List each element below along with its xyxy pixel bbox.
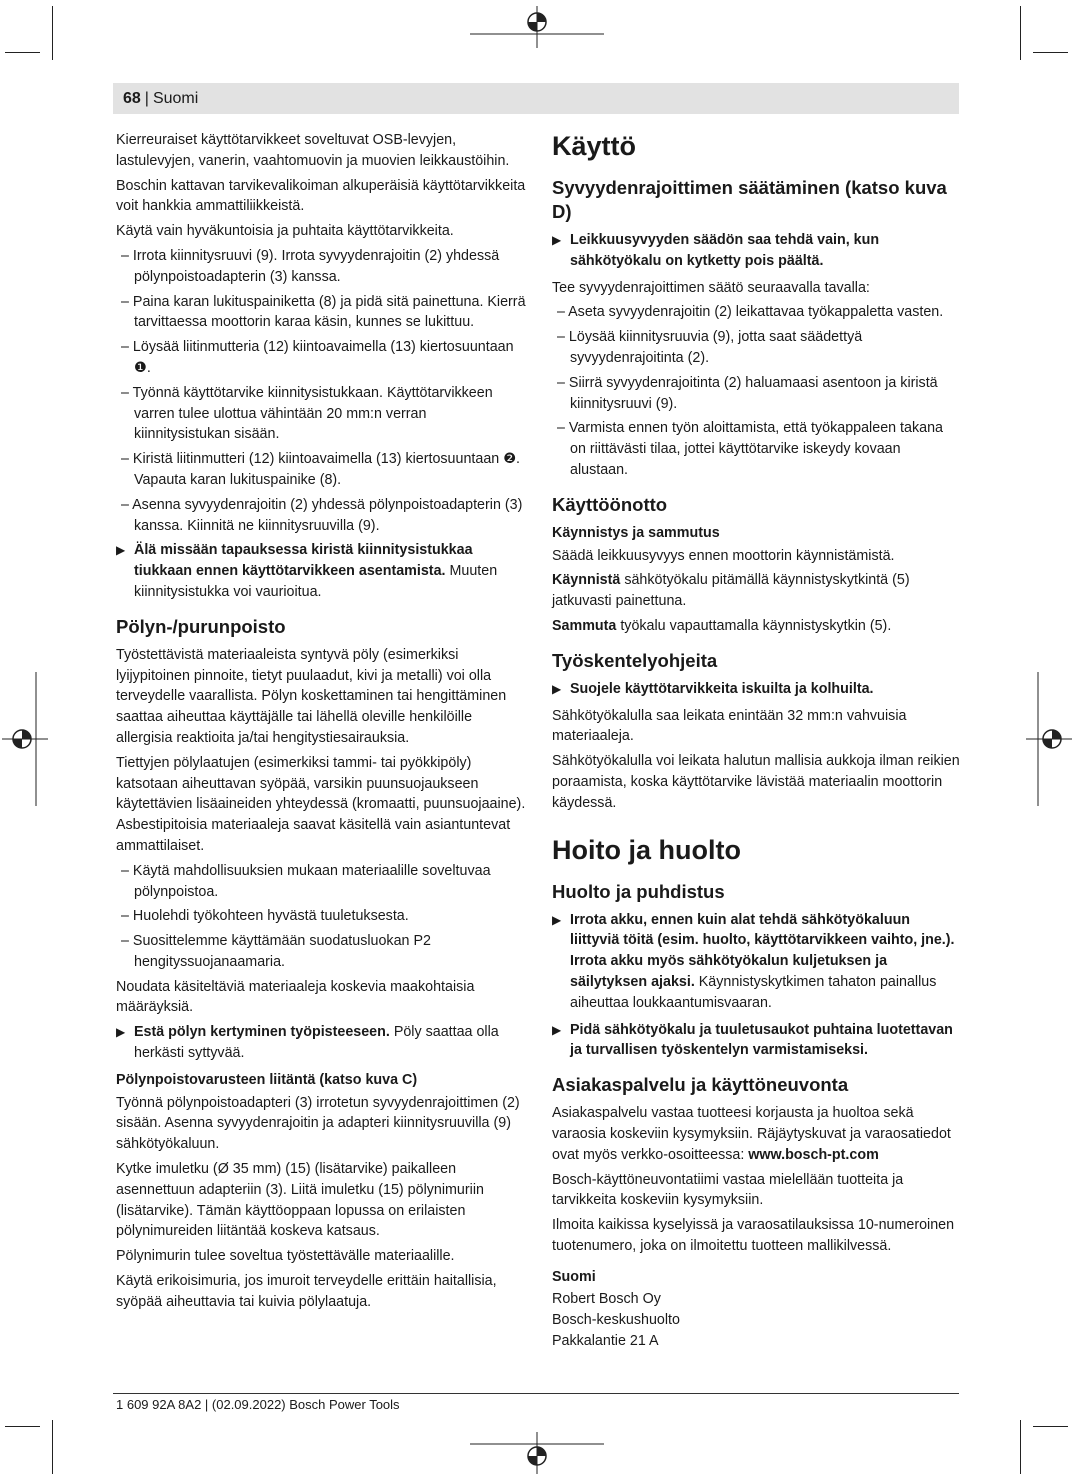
- list-item: – Asenna syvyydenrajoitin (2) yhdessä pölynpoistoadapterin (3) kanssa. Kiinnitä ne kiinnitysruuvilla (9).: [121, 496, 523, 534]
- paragraph: Pölynimurin tulee soveltua työstettävälle materiaalille.: [116, 1248, 455, 1265]
- paragraph: Sähkötyökalulla saa leikata enintään 32 mm:n vahvuisia materiaaleja.: [552, 707, 907, 745]
- triangle-right-icon: ▶: [552, 912, 562, 927]
- paragraph: Sähkötyökalulla voi leikata halutun mallisia aukkoja ilman reikien poraamista, koska käyttötarvike lävistää materiaalin moottorin käydessä.: [552, 753, 960, 811]
- list-item: – Löysää liitinmutteria (12) kiintoavaimella (13) kiertosuuntaan ❶.: [121, 339, 514, 376]
- list-item: – Siirrä syvyydenrajoitinta (2) haluamaasi asentoon ja kiristä kiinnitysruuvi (9).: [557, 374, 938, 412]
- section-title: Käyttöönotto: [552, 493, 668, 515]
- list-item: – Irrota kiinnitysruuvi (9). Irrota syvyydenrajoitin (2) yhdessä pölynpoistoadapterin (3) kanssa.: [121, 247, 500, 285]
- list-item: – Huolehdi työkohteen hyvästä tuuletuksesta.: [121, 908, 409, 925]
- registration-mark-icon: [2, 672, 48, 806]
- crop-mark: [1033, 52, 1068, 53]
- page-language: Suomi: [152, 89, 199, 107]
- crop-mark: [5, 1426, 40, 1427]
- header-separator: |: [144, 89, 149, 107]
- list-item: – Aseta syvyydenrajoitin (2) leikattavaa työkappaletta vasten.: [557, 304, 944, 321]
- warning-note: [552, 910, 962, 1014]
- section-title: Asiakaspalvelu ja käyttöneuvonta: [552, 1074, 849, 1096]
- page-header: [113, 83, 959, 114]
- address-line: Pakkalantie 21 A: [552, 1333, 659, 1350]
- left-column: [116, 130, 526, 1317]
- section-title: Syvyydenrajoittimen säätäminen (katso kuva D): [552, 177, 947, 222]
- warning-bold: Suojele käyttötarvikkeita iskuilta ja kolhuilta.: [570, 680, 874, 697]
- website-link[interactable]: www.bosch-pt.com: [748, 1146, 879, 1163]
- crop-mark: [1020, 1420, 1021, 1474]
- text: sähkötyökalu pitämällä käynnistyskytkintä (5) jatkuvasti painettuna.: [552, 572, 910, 610]
- list-item: – Löysää kiinnitysruuvia (9), jotta saat säädettyä syvyydenrajoitinta (2).: [557, 329, 863, 366]
- warning-bold: Estä pölyn kertyminen työpisteeseen.: [134, 1024, 390, 1041]
- warning-bold: Irrota akku, ennen kuin alat tehdä sähkötyökaluun liittyviä töitä (esim. huolto, käyttötarvikkeen vaihto, jne.). Irrota akku myös sähkötyökalun kuljetuksen ja säilytyksen ajaksi.: [570, 911, 955, 990]
- subsection-title: Käynnistys ja sammutus: [552, 524, 720, 541]
- paragraph: [552, 570, 962, 612]
- list-item: – Varmista ennen työn aloittamista, että työkappaleen takana on riittävästi tilaa, jottei käyttötarvike iskeydy kovaan alustaan.: [557, 420, 943, 478]
- paragraph: Työnnä pölynpoistoadapteri (3) irrotetun syvyydenrajoittimen (2) sisään. Asenna syvyydenrajoitin ja adapteri kiinnitysruuvilla (9) sähkötyökaluun.: [116, 1094, 520, 1153]
- warning-text: Käynnistyskytkimen tahaton painallus aiheuttaa loukkaantumisvaaran.: [570, 973, 937, 1011]
- paragraph: Noudata käsiteltäviä materiaaleja koskevia maakohtaisia määräyksiä.: [116, 978, 475, 1016]
- paragraph: Käytä erikoisimuria, jos imuroit terveydelle erittäin haitallisia, syöpää aiheuttavia tai kuivia pölylaatuja.: [116, 1273, 497, 1310]
- paragraph: [552, 616, 962, 637]
- registration-mark-icon: [470, 4, 604, 48]
- page-number: 68: [123, 89, 141, 107]
- chapter-title: Hoito ja huolto: [552, 834, 741, 865]
- list-item: – Paina karan lukituspainiketta (8) ja pidä sitä painettuna. Kierrä tarvittaessa moottorin karaa käsin, kunnes se lukittuu.: [121, 293, 526, 331]
- triangle-right-icon: ▶: [116, 543, 126, 558]
- emphasis: Sammuta: [552, 617, 617, 634]
- chapter-title: Käyttö: [552, 131, 637, 161]
- list-item: – Työnnä käyttötarvike kiinnitysistukkaan. Käyttötarvikkeen varren tulee ulottua vähintään 20 mm:n verran kiinnitysistukan sisään.: [121, 384, 493, 443]
- list-item: – Kiristä liitinmutteri (12) kiintoavaimella (13) kiertosuuntaan ❷. Vapauta karan lukituspainike (8).: [121, 451, 520, 488]
- paragraph: Tee syvyydenrajoittimen säätö seuraavalla tavalla:: [552, 279, 870, 296]
- triangle-right-icon: ▶: [552, 681, 562, 696]
- text: Asiakaspalvelu vastaa tuotteesi korjausta ja huoltoa sekä varaosia koskeviin kysymyksiin. Räjäytyskuvat ja varaosatiedot ovat myös verkko-osoitteessa:: [552, 1105, 951, 1163]
- paragraph: Kierreuraiset käyttötarvikkeet soveltuvat OSB-levyjen, lastulevyjen, vanerin, vaahtomuovin ja muovien leikkaustöihin.: [116, 132, 510, 169]
- warning-text: Pöly saattaa olla herkästi syttyvää.: [134, 1024, 499, 1062]
- paragraph: [552, 1103, 962, 1165]
- paragraph: Tiettyjen pölylaatujen (esimerkiksi tammi- tai pyökkipöly) katsotaan aiheuttavan syöpää, varsikin puunsuojaukseen käytettävien lisäaineiden yhteydessä (kromaatti, puunsuojaaine). Asbestipitoisia materiaaleja saavat käsitellä vain asiantuntevat ammattilaiset.: [116, 754, 526, 854]
- subsection-title: Pölynpoistovarusteen liitäntä (katso kuva C): [116, 1071, 418, 1088]
- address-line: Robert Bosch Oy: [552, 1291, 661, 1308]
- crop-mark: [1033, 1426, 1068, 1427]
- address-line: Bosch-keskushuolto: [552, 1312, 680, 1329]
- triangle-right-icon: ▶: [116, 1025, 126, 1040]
- warning-note: [116, 540, 526, 602]
- warning-bold: Älä missään tapauksessa kiristä kiinnitysistukkaa tiukkaan ennen käyttötarvikkeen asentamista.: [134, 542, 473, 580]
- list-item: – Suosittelemme käyttämään suodatusluokan P2 hengityssuojanaamaria.: [121, 933, 431, 970]
- warning-text: Muuten kiinnitysistukka voi vaurioitua.: [134, 563, 498, 600]
- triangle-right-icon: ▶: [552, 1022, 562, 1037]
- warning-note: [116, 1022, 526, 1064]
- section-title: Työskentelyohjeita: [552, 649, 718, 671]
- warning-note: [552, 1020, 962, 1062]
- paragraph: Bosch-käyttöneuvontatiimi vastaa mielellään tuotteita ja tarvikkeita koskeviin kysymyksiin.: [552, 1171, 904, 1209]
- paragraph: Käytä vain hyväkuntoisia ja puhtaita käyttötarvikkeita.: [116, 223, 454, 240]
- crop-mark: [1020, 6, 1021, 60]
- section-title: Huolto ja puhdistus: [552, 880, 725, 902]
- crop-mark: [52, 1420, 53, 1474]
- section-title: Pölyn-/purunpoisto: [116, 615, 286, 637]
- triangle-right-icon: ▶: [552, 233, 562, 247]
- registration-mark-icon: [1026, 672, 1072, 806]
- country-label: Suomi: [552, 1268, 596, 1285]
- paragraph: Kytke imuletku (Ø 35 mm) (15) (lisätarvike) paikalleen asennettuun adapteriin (3). Liitä imuletku (15) pölynimuriin (lisätarvike). Tämän käyttöoppaan lopussa on erilaisten pölynimureiden liitäntää koskeva katsaus.: [116, 1161, 484, 1240]
- registration-mark-icon: [470, 1432, 604, 1476]
- emphasis: Käynnistä: [552, 572, 621, 589]
- paragraph: Ilmoita kaikissa kyselyissä ja varaosatilauksissa 10-numeroinen tuotenumero, joka on ilmoitettu tuotteen mallikilvessä.: [552, 1217, 955, 1254]
- warning-bold: Leikkuusyvyyden säädön saa tehdä vain, kun sähkötyökalu on kytketty pois päältä.: [570, 232, 880, 269]
- right-column: [552, 130, 962, 1352]
- paragraph: Boschin kattavan tarvikevalikoiman alkuperäisiä käyttötarvikkeita voit hankkia ammattiliikkeistä.: [116, 177, 526, 215]
- footer-divider: [113, 1393, 959, 1394]
- crop-mark: [5, 52, 40, 53]
- footer-text: 1 609 92A 8A2 | (02.09.2022) Bosch Power Tools: [116, 1397, 400, 1412]
- warning-note: [552, 230, 962, 272]
- warning-note: [552, 679, 962, 700]
- paragraph: Säädä leikkuusyvyys ennen moottorin käynnistämistä.: [552, 547, 895, 564]
- paragraph: Työstettävistä materiaaleista syntyvä pöly (esimerkiksi lyijypitoinen pinnoite, tietyt puulaadut, kivi ja metalli) voi olla terveydelle vaarallista. Pölyn koskettaminen tai hengittäminen saattaa aiheuttaa käyttäjälle tai lähellä oleville henkilöille allergisia reaktioita ja/tai hengitystiesairauksia.: [116, 646, 507, 746]
- list-item: – Käytä mahdollisuuksien mukaan materiaalille soveltuvaa pölynpoistoa.: [121, 862, 491, 900]
- crop-mark: [52, 6, 53, 60]
- text: työkalu vapauttamalla käynnistyskytkin (5).: [616, 617, 892, 634]
- warning-bold: Pidä sähkötyökalu ja tuuletusaukot puhtaina luotettavan ja turvallisen työskentelyn varmistamiseksi.: [570, 1021, 953, 1059]
